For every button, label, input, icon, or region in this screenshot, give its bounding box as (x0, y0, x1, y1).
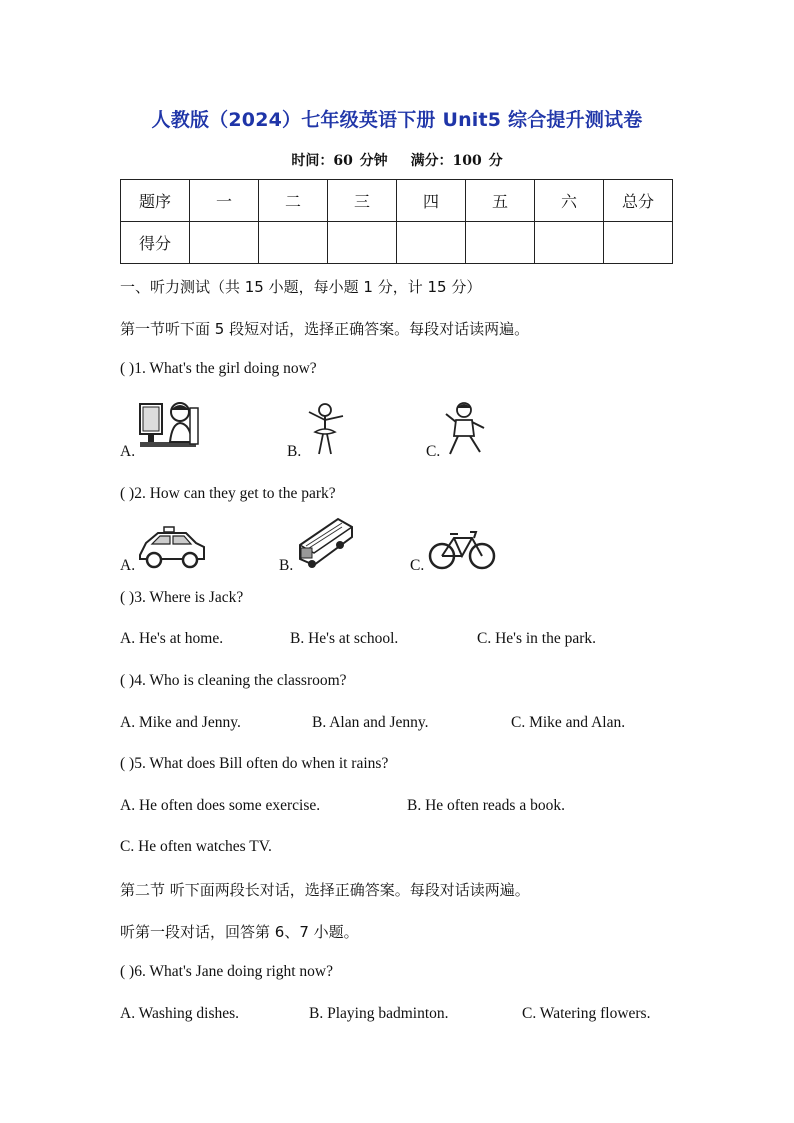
table-cell: 得分 (121, 222, 190, 264)
table-cell: 六 (535, 180, 604, 222)
score-cell[interactable] (466, 222, 535, 264)
option-a: A. He's at home. (120, 630, 224, 647)
table-cell: 四 (397, 180, 466, 222)
table-cell: 题序 (121, 180, 190, 222)
score-cell[interactable] (259, 222, 328, 264)
score-table (120, 179, 673, 264)
score-cell[interactable] (535, 222, 604, 264)
table-cell: 五 (466, 180, 535, 222)
option-label: A. (120, 557, 136, 574)
table-cell: 一 (190, 180, 259, 222)
option-b: B. Playing badminton. (309, 1005, 449, 1022)
table-cell: 三 (328, 180, 397, 222)
table-cell: 总分 (604, 180, 673, 222)
option-b: B. Alan and Jenny. (312, 714, 429, 731)
option-b: B. He often reads a book. (407, 797, 565, 814)
car-icon (136, 525, 208, 571)
computer-user-icon (138, 398, 202, 456)
option-label: C. (410, 557, 425, 574)
score-cell[interactable] (190, 222, 259, 264)
question-6: ( )6. What's Jane doing right now? (120, 963, 334, 980)
score-table-score-row (121, 222, 673, 264)
table-cell: 二 (259, 180, 328, 222)
score-cell[interactable] (328, 222, 397, 264)
score-cell[interactable] (604, 222, 673, 264)
question-2: ( )2. How can they get to the park? (120, 485, 336, 502)
part-instruction: 第一节听下面 5 段短对话，选择正确答案。每段对话读两遍。 (120, 320, 530, 338)
bus-icon (296, 515, 356, 573)
option-c: C. Mike and Alan. (511, 714, 626, 731)
question-3: ( )3. Where is Jack? (120, 589, 244, 606)
option-label: A. (120, 443, 136, 460)
bicycle-icon (428, 528, 496, 572)
kung-fu-kid-icon (442, 400, 490, 458)
score-cell[interactable] (397, 222, 466, 264)
time-limit: 时间：60 分钟 (291, 153, 388, 169)
option-a: A. Washing dishes. (120, 1005, 240, 1022)
option-label: C. (426, 443, 441, 460)
option-c: C. Watering flowers. (522, 1005, 651, 1022)
sub-instruction: 听第一段对话，回答第 6、7 小题。 (120, 923, 359, 941)
full-score: 满分：100 分 (410, 153, 503, 169)
exam-meta (0, 150, 794, 170)
score-table-header-row (121, 180, 673, 222)
section-heading: 一、听力测试（共 15 小题，每小题 1 分，计 15 分） (120, 278, 482, 296)
option-a: A. Mike and Jenny. (120, 714, 241, 731)
ballet-dancer-icon (303, 400, 351, 458)
page-title: 人教版（2024）七年级英语下册 Unit5 综合提升测试卷 (151, 109, 643, 131)
option-c: C. He often watches TV. (120, 838, 272, 855)
question-4: ( )4. Who is cleaning the classroom? (120, 672, 347, 689)
question-1: ( )1. What's the girl doing now? (120, 360, 317, 377)
option-a: A. He often does some exercise. (120, 797, 321, 814)
option-label: B. (287, 443, 302, 460)
part-instruction: 第二节 听下面两段长对话，选择正确答案。每段对话读两遍。 (120, 881, 530, 899)
option-b: B. He's at school. (290, 630, 399, 647)
option-label: B. (279, 557, 294, 574)
question-5: ( )5. What does Bill often do when it rains? (120, 755, 389, 772)
option-c: C. He's in the park. (477, 630, 597, 647)
